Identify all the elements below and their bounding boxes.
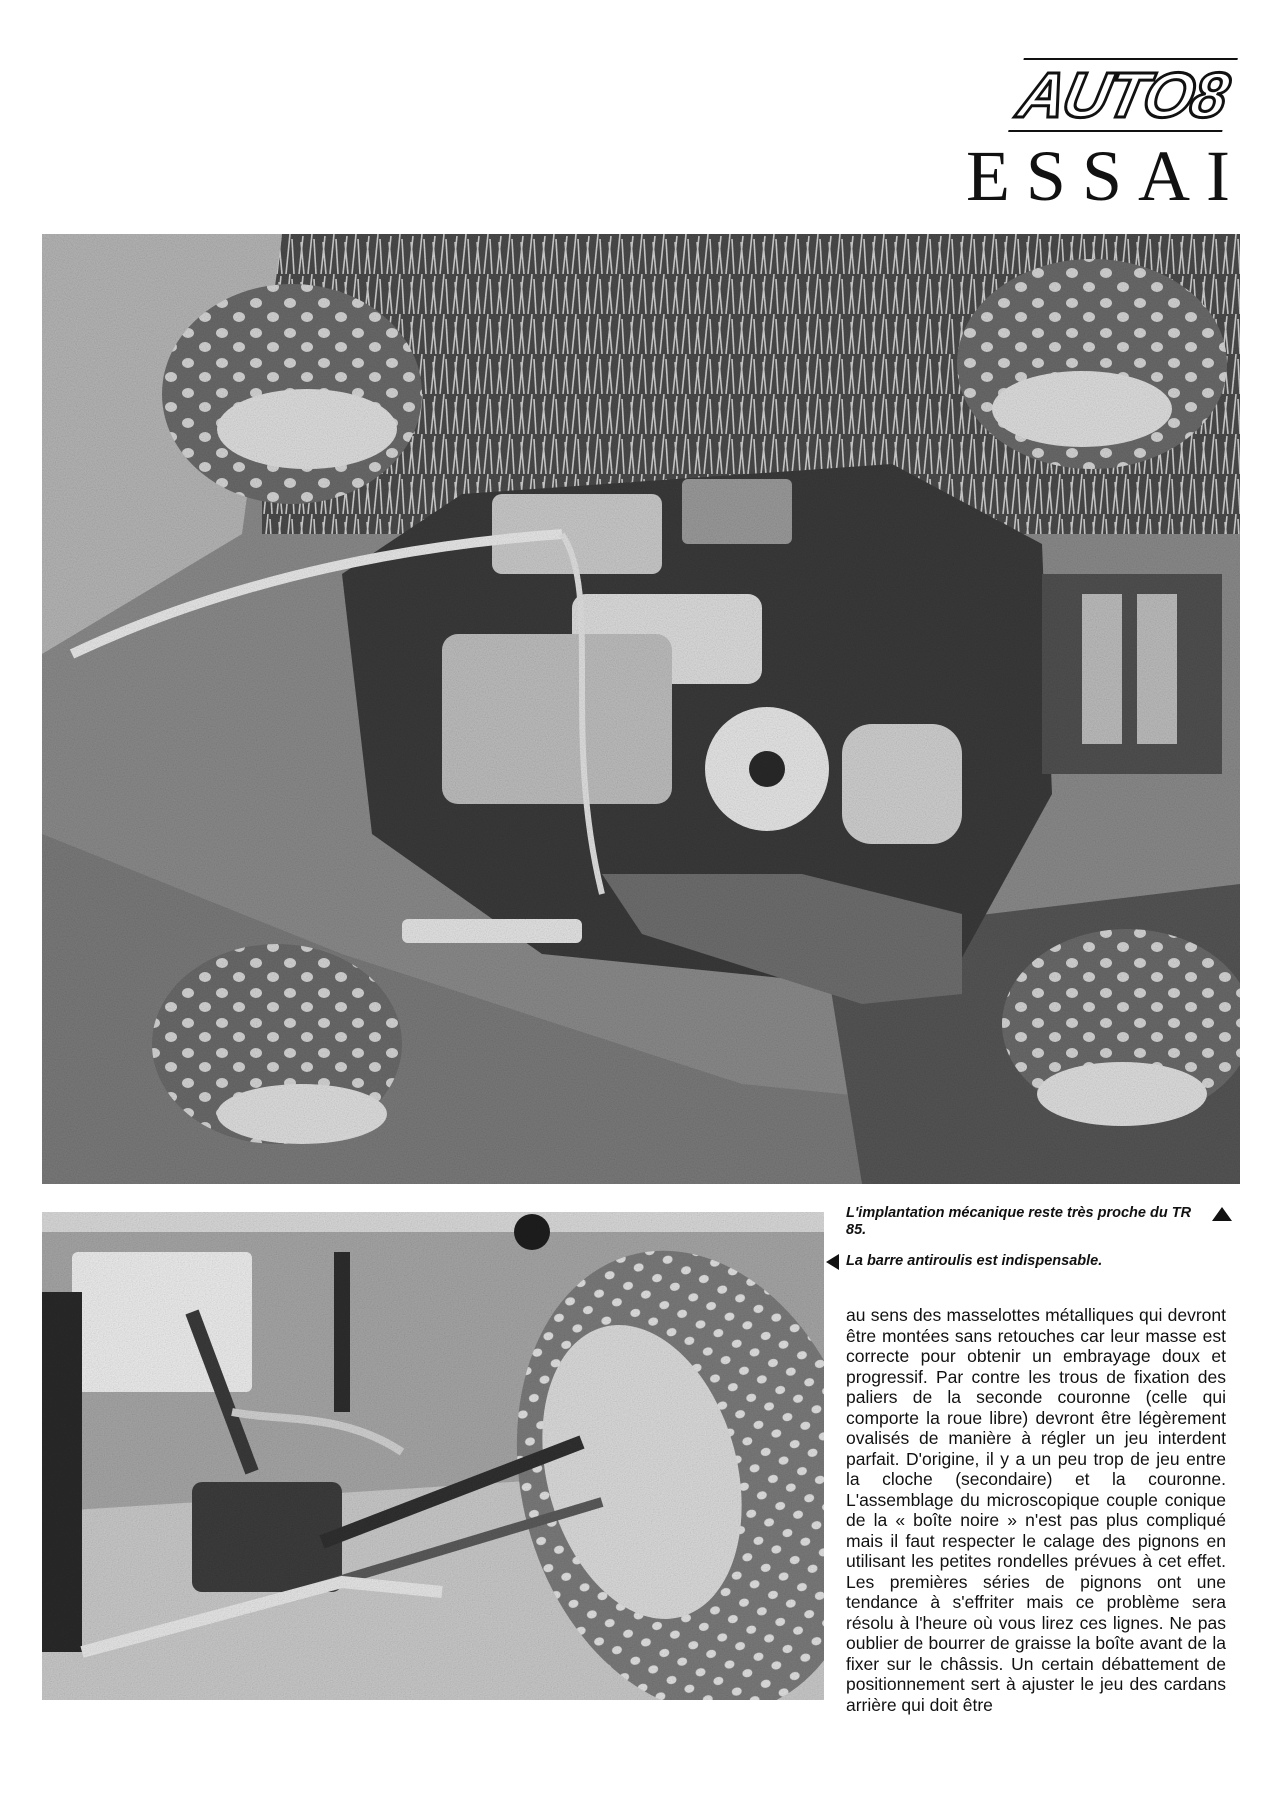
- anti-roll-bar-photo-icon: [42, 1212, 824, 1700]
- caption-secondary-photo: [826, 1253, 1240, 1270]
- caption-text: L'implantation mécanique reste très proche du TR 85.: [846, 1205, 1192, 1238]
- main-photo: [42, 234, 1240, 1184]
- secondary-photo: [42, 1212, 824, 1700]
- triangle-left-icon: [826, 1254, 839, 1270]
- triangle-up-icon: [1212, 1207, 1232, 1221]
- magazine-logo: AUTO8: [1008, 58, 1237, 132]
- rc-buggy-chassis-photo-icon: [42, 234, 1240, 1184]
- article-body: au sens des masselottes métalliques qui devront être montées sans retouches car leur masse est correcte pour obtenir un embrayage doux et progressif. Par contre les trous de fixation des paliers de la seconde couronne (celle qui comporte la roue libre) devront être légèrement ovalisés de manière à régler un jeu interdent parfait. D'origine, il y a un peu trop de jeu entre la cloche (secondaire) et la couronne. L'assemblage du microscopique couple conique de la « boîte noire » n'est pas plus compliqué mais il faut respecter le calage des pignons en utilisant les petites rondelles prévues à cet effet. Les premières séries de pignons ont une tendance à s'effriter mais ce problème sera résolu à l'heure où vous lirez ces lignes. Ne pas oublier de bourrer de graisse la boîte avant de la fixer sur le châssis. Un certain débattement de positionnement sert à ajuster le jeu des cardans arrière qui doit être: [846, 1305, 1226, 1715]
- caption-text: La barre antiroulis est indispensable.: [846, 1253, 1103, 1269]
- caption-main-photo: [846, 1205, 1240, 1239]
- masthead: [950, 58, 1246, 216]
- section-title: ESSAI: [965, 136, 1246, 216]
- caption-block: [846, 1205, 1240, 1270]
